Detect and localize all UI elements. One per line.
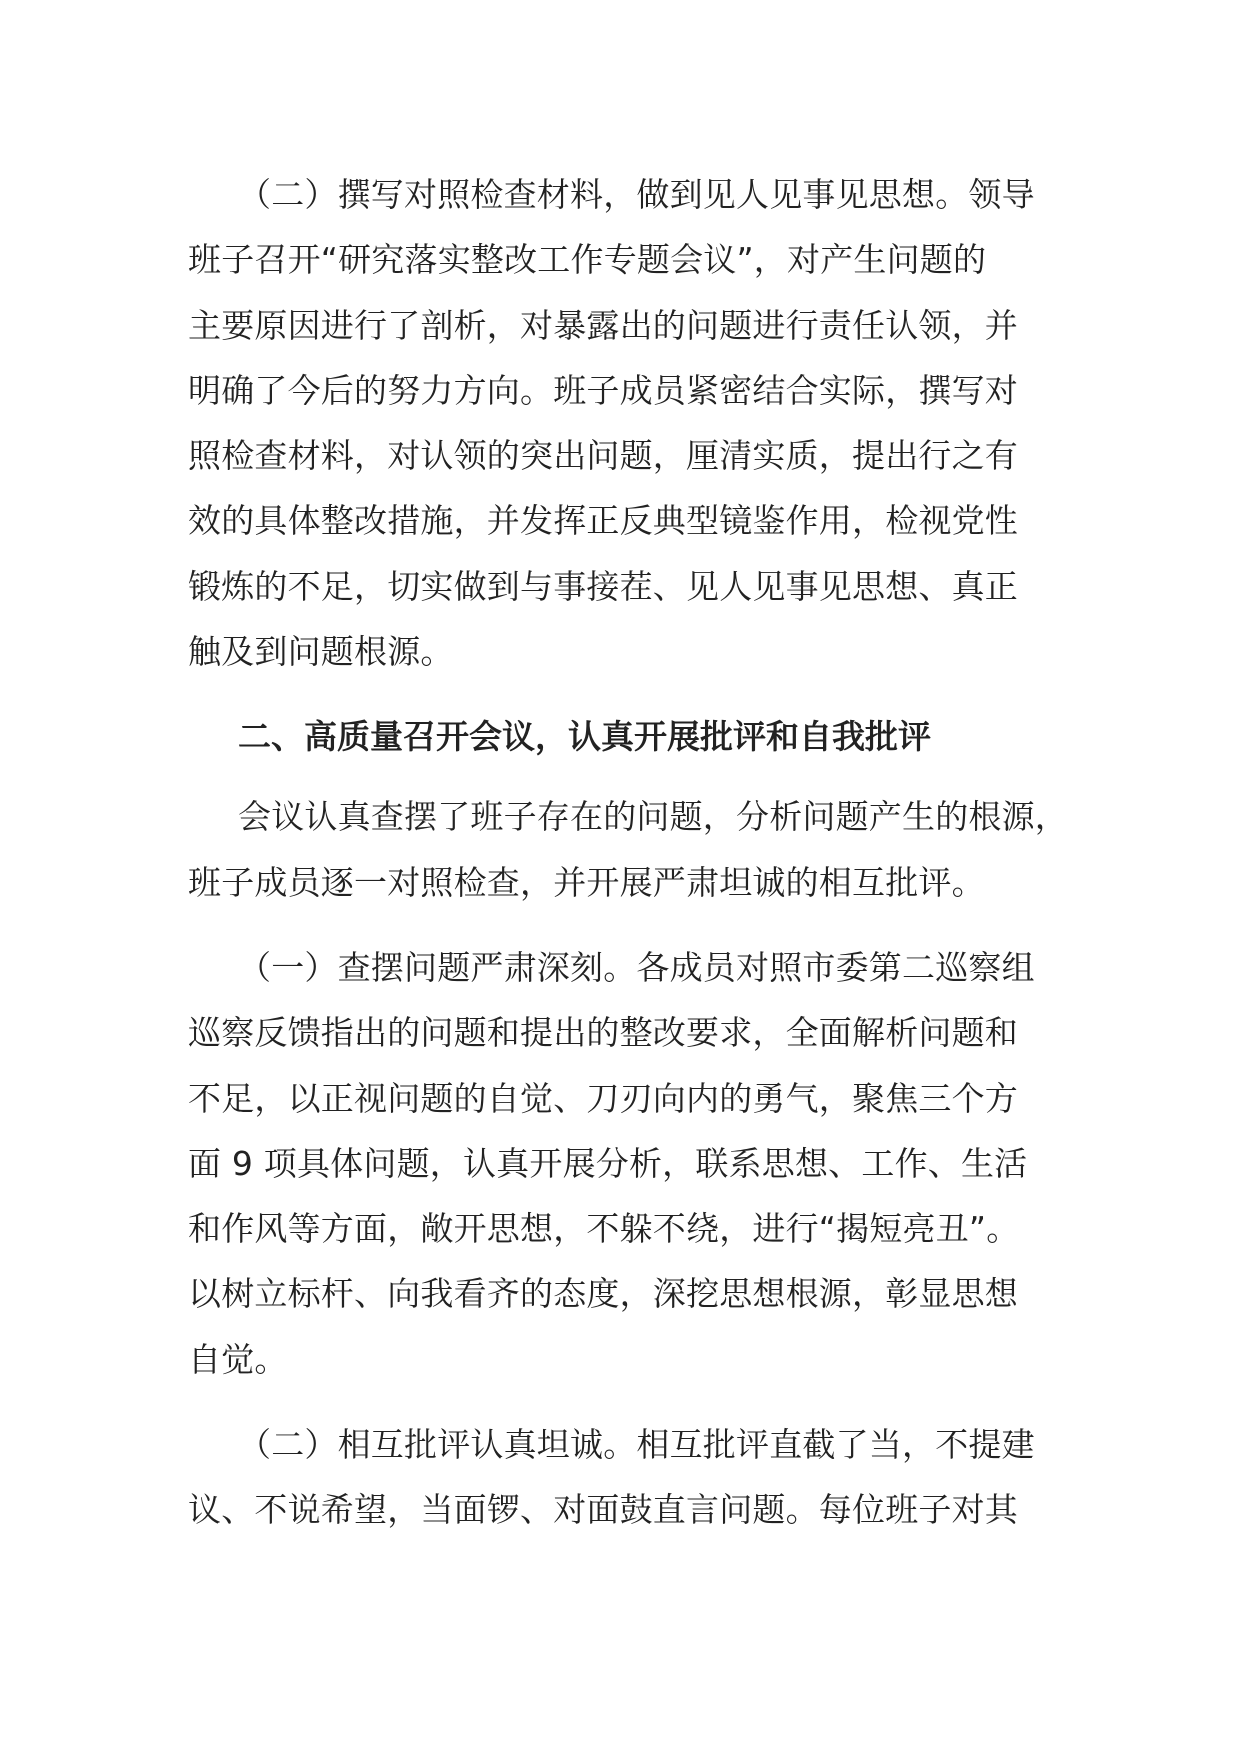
paragraph-line: 自觉。 <box>188 1339 288 1379</box>
paragraph-line: 和作风等方面，敞开思想，不躲不绕，进行“揭短亮丑”。 <box>188 1209 1020 1249</box>
paragraph-line: 面 9 项具体问题，认真开展分析，联系思想、工作、生活 <box>188 1143 1028 1183</box>
paragraph-line: 锻炼的不足，切实做到与事接茬、见人见事见思想、真正 <box>188 566 1018 606</box>
paragraph-line: 主要原因进行了剖析，对暴露出的问题进行责任认领，并 <box>188 305 1018 345</box>
paragraph-line: 会议认真查摆了班子存在的问题，分析问题产生的根源， <box>238 797 1068 837</box>
paragraph-line: 议、不说希望，当面锣、对面鼓直言问题。每位班子对其 <box>188 1490 1018 1530</box>
paragraph-line: 班子成员逐一对照检查，并开展严肃坦诚的相互批评。 <box>188 862 985 902</box>
paragraph-subsection-2 <box>188 1412 1060 1543</box>
paragraph-meeting-intro <box>188 784 1068 915</box>
paragraph-line: 巡察反馈指出的问题和提出的整改要求，全面解析问题和 <box>188 1013 1018 1053</box>
paragraph-line: 以树立标杆、向我看齐的态度，深挖思想根源，彰显思想 <box>188 1274 1018 1314</box>
paragraph-line: 不足，以正视问题的自觉、刀刃向内的勇气，聚焦三个方 <box>188 1078 1018 1118</box>
paragraph-line: 明确了今后的努力方向。班子成员紧密结合实际，撰写对 <box>188 370 1018 410</box>
paragraph-line: （二）撰写对照检查材料，做到见人见事见思想。领导 <box>238 175 1035 214</box>
paragraph-line: 照检查材料，对认领的突出问题，厘清实质，提出行之有 <box>188 436 1018 476</box>
paragraph-line: （一）查摆问题严肃深刻。各成员对照市委第二巡察组 <box>238 947 1035 987</box>
section-heading: 二、高质量召开会议，认真开展批评和自我批评 <box>238 717 931 757</box>
document-page <box>188 162 1068 1543</box>
paragraph-line: （二）相互批评认真坦诚。相互批评直截了当，不提建 <box>238 1425 1035 1465</box>
paragraph-section-2-2 <box>188 162 1060 684</box>
paragraph-line: 效的具体整改措施，并发挥正反典型镜鉴作用，检视党性 <box>188 501 1018 541</box>
paragraph-line: 触及到问题根源。 <box>188 632 454 672</box>
paragraph-line: 班子召开“研究落实整改工作专题会议”，对产生问题的 <box>188 240 987 280</box>
paragraph-subsection-1 <box>188 935 1060 1392</box>
